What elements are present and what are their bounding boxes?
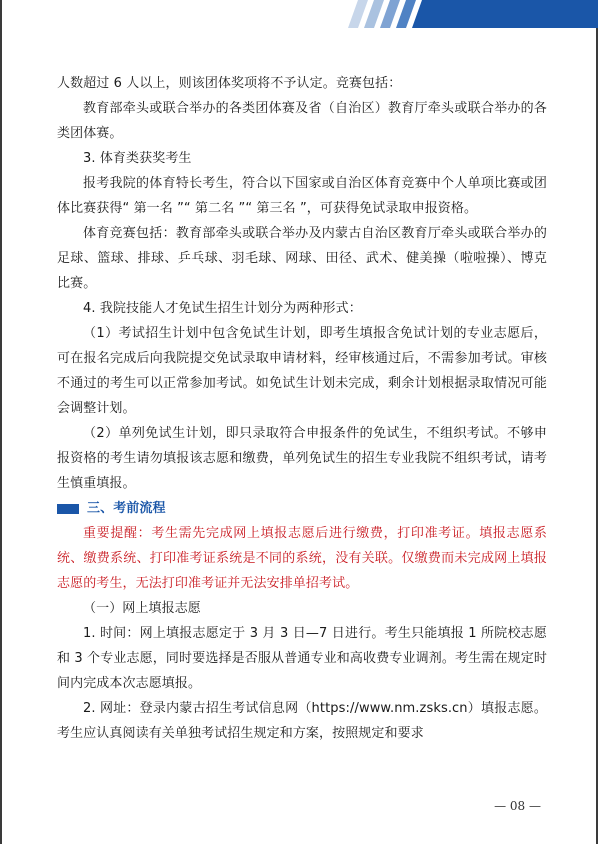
important-notice: 重要提醒：考生需先完成网上填报志愿后进行缴费，打印准考证。填报志愿系统、缴费系统、打印准考证系统是不同的系统，没有关联。仅缴费而未完成网上填报志愿的考生，无法打印准考证并无法安排单招考试。 [57, 526, 547, 591]
header-decoration [0, 0, 598, 40]
paragraph: （2）单列免试生计划，即只录取符合申报条件的免试生，不组织考试。不够申报资格的考生请勿填报该志愿和缴费，单列免试生的招生专业我院不组织考试，请考生慎重填报。 [57, 426, 547, 491]
page-border-left [0, 0, 2, 844]
subheading: （一）网上填报志愿 [83, 601, 201, 616]
paragraph: 2. 网址：登录内蒙古招生考试信息网（https://www.nm.zsks.cn）填报志愿。考生应认真阅读有关单独考试招生规定和方案，按照规定和要求 [57, 701, 547, 741]
section-title: 三、考前流程 [87, 501, 166, 516]
document-body [57, 71, 547, 746]
paragraph: 体育竞赛包括：教育部牵头或联合举办及内蒙古自治区教育厅牵头或联合举办的足球、篮球、排球、乒乓球、羽毛球、网球、田径、武术、健美操（啦啦操）、博克比赛。 [57, 226, 547, 291]
subheading: 4. 我院技能人才免试生招生计划分为两种形式： [83, 301, 362, 316]
section-marker [57, 504, 79, 514]
paragraph: 报考我院的体育特长考生，符合以下国家或自治区体育竞赛中个人单项比赛或团体比赛获得“ 第一名 ”“ 第二名 ”“ 第三名 ”，可获得免试录取申报资格。 [57, 176, 547, 216]
paragraph: 人数超过 6 人以上，则该团体奖项将不予认定。竞赛包括： [57, 76, 402, 91]
paragraph: 1. 时间：网上填报志愿定于 3 月 3 日—7 日进行。考生只能填报 1 所院校志愿和 3 个专业志愿，同时要选择是否服从普通专业和高收费专业调剂。考生需在规定时间内完成本次志愿填报。 [57, 626, 547, 691]
section-heading [57, 496, 547, 521]
paragraph: 教育部牵头或联合举办的各类团体赛及省（自治区）教育厅牵头或联合举办的各类团体赛。 [57, 101, 547, 141]
subheading: 3. 体育类获奖考生 [83, 151, 192, 166]
page-number: — 08 — [494, 799, 541, 813]
paragraph: （1）考试招生计划中包含免试生计划，即考生填报含免试计划的专业志愿后，可在报名完成后向我院提交免试录取申请材料，经审核通过后，不需参加考试。审核不通过的考生可以正常参加考试。如免试生计划未完成，剩余计划根据录取情况可能会调整计划。 [57, 326, 547, 416]
